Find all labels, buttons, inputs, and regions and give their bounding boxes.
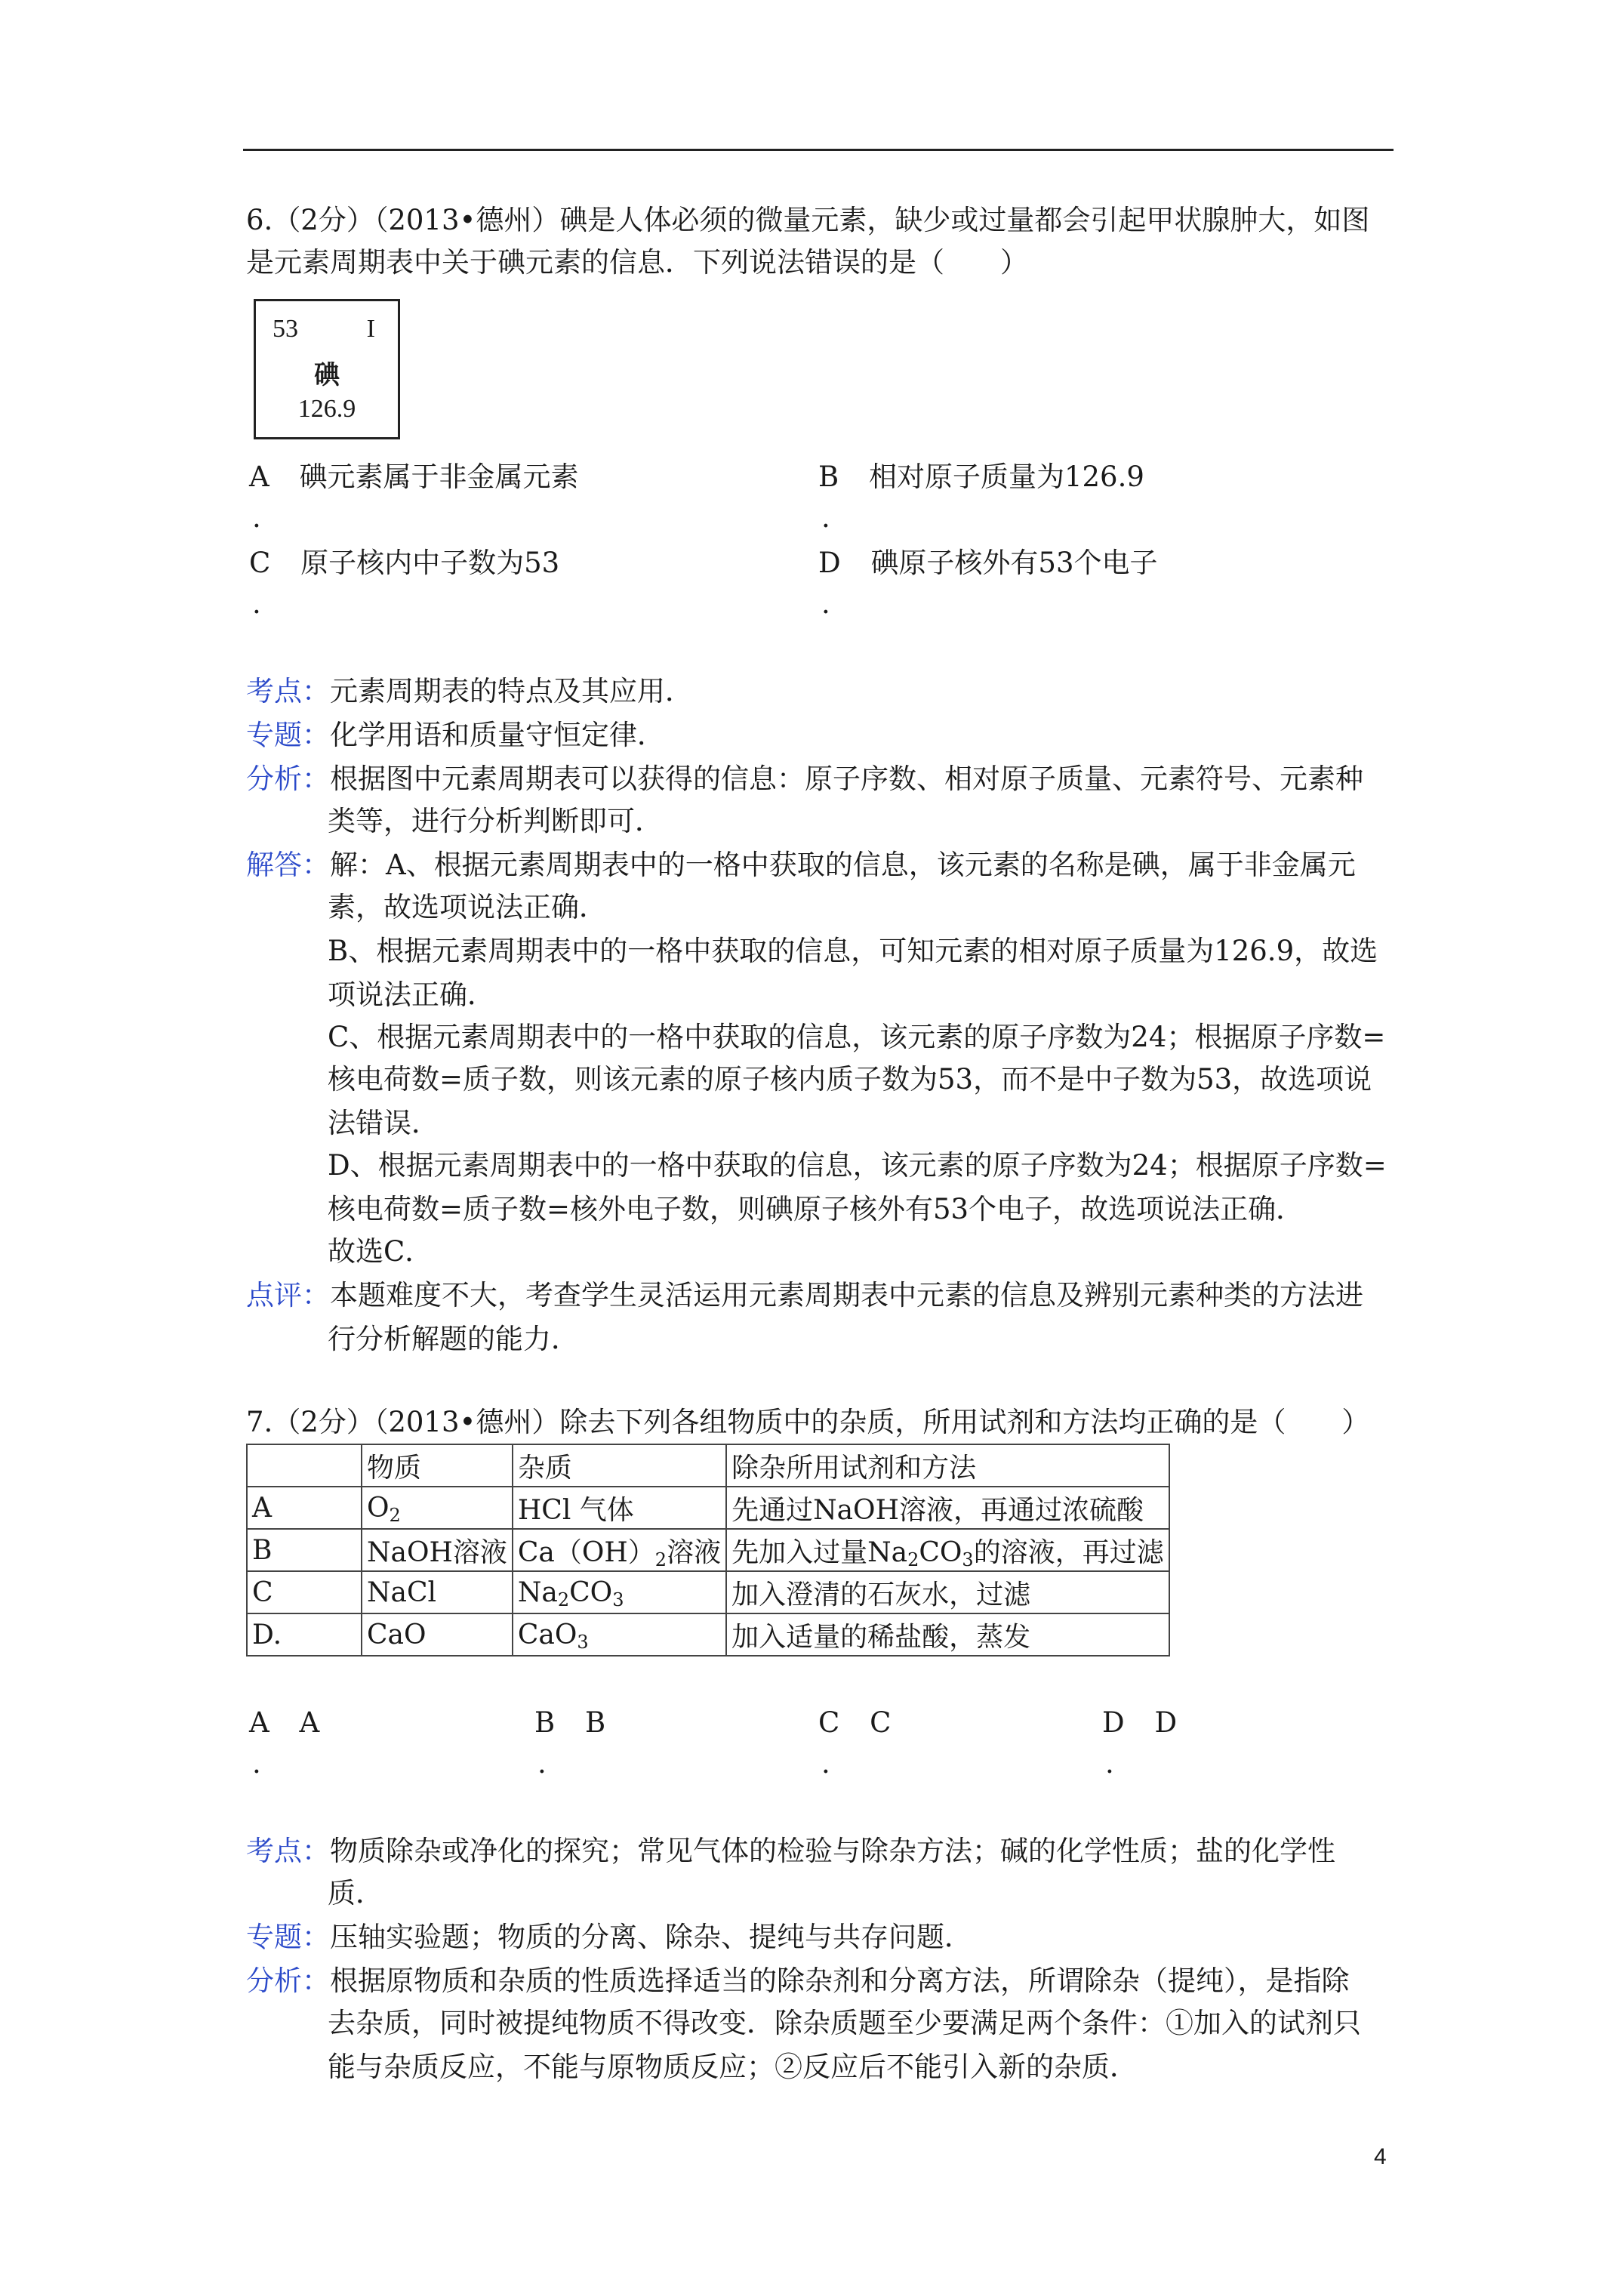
q6-fenxi-cont: 类等，进行分析判断即可． [328, 805, 663, 837]
q6-jieda [246, 844, 1356, 886]
option-dot: . [821, 501, 830, 534]
option-letter: D [1102, 1706, 1125, 1739]
page-number: 4 [1374, 2144, 1387, 2169]
impurity-cell: HCl 气体 [513, 1487, 726, 1529]
row-label: C [247, 1571, 362, 1613]
q7-zhuanti [246, 1916, 972, 1959]
option-text: D [1154, 1706, 1178, 1739]
q7-option-a [249, 1702, 319, 1744]
q6-fenxi [246, 758, 1363, 800]
table-header-row [247, 1444, 1169, 1487]
table-header-cell [247, 1444, 362, 1487]
substance-cell: CaO [362, 1613, 513, 1656]
q6-stem-line1: 6.（2分）（2013•德州）碘是人体必须的微量元素，缺少或过量都会引起甲状腺肿大，如图 [246, 204, 1370, 236]
header-rule [243, 149, 1394, 151]
option-letter: C [818, 1706, 840, 1739]
impurity-cell: $Na_2CO_3$ [513, 1571, 726, 1613]
fenxi-text: 根据图中元素周期表可以获得的信息：原子序数、相对原子质量、元素符号、元素种 [330, 763, 1363, 795]
option-text: A [299, 1706, 320, 1739]
q7-option-c [818, 1702, 891, 1744]
zhuanti-label: 专题： [246, 1921, 330, 1953]
fenxi-label: 分析： [246, 763, 330, 795]
method-cell: 加入澄清的石灰水，过滤 [726, 1571, 1169, 1613]
row-label: A [247, 1487, 362, 1529]
q6-kaodian [246, 670, 693, 713]
element-mass: 126.9 [297, 395, 356, 423]
substance-cell: NaCl [362, 1571, 513, 1613]
option-dot: . [821, 587, 830, 620]
option-text: 碘元素属于非金属元素 [299, 461, 579, 493]
zhuanti-label: 专题： [246, 719, 330, 751]
kaodian-label: 考点： [246, 1835, 330, 1867]
element-name: 碘 [314, 362, 340, 390]
option-dot: . [537, 1747, 547, 1780]
table-row [247, 1613, 1169, 1656]
row-label: D. [247, 1613, 362, 1656]
q6-stem-line2: 是元素周期表中关于碘元素的信息．下列说法错误的是（ ） [246, 246, 1028, 279]
option-text: C [870, 1706, 892, 1739]
table-row [247, 1529, 1169, 1571]
option-dot: . [252, 501, 261, 534]
method-cell: 加入适量的稀盐酸，蒸发 [726, 1613, 1169, 1656]
jieda-line: 解：A、根据元素周期表中的一格中获取的信息，该元素的名称是碘，属于非金属元 [330, 849, 1356, 881]
q6-dianping [246, 1274, 1363, 1317]
jieda-line: 法错误． [328, 1107, 439, 1139]
jieda-line: 核电荷数=质子数，则该元素的原子核内质子数为53，而不是中子数为53，故选项说 [328, 1063, 1372, 1096]
option-text: 原子核内中子数为53 [300, 547, 560, 579]
q6-dianping-cont: 行分析解题的能力． [328, 1323, 579, 1355]
substance-cell: NaOH溶液 [362, 1529, 513, 1571]
method-cell: 先加入过量$Na_2CO_3$的溶液，再过滤 [726, 1529, 1169, 1571]
option-dot: . [821, 1747, 830, 1780]
option-letter: A [249, 461, 269, 493]
q7-option-d [1102, 1702, 1177, 1744]
element-symbol: I [366, 315, 375, 343]
dianping-label: 点评： [246, 1279, 330, 1311]
row-label: B [247, 1529, 362, 1571]
option-dot: . [1105, 1747, 1114, 1780]
option-text: 相对原子质量为126.9 [868, 461, 1144, 493]
table-header-cell: 物质 [362, 1444, 513, 1487]
q7-option-b [534, 1702, 605, 1744]
q6-option-c [249, 542, 559, 584]
fenxi-label: 分析： [246, 1965, 330, 1997]
q7-kaodian-cont: 质． [328, 1877, 383, 1909]
option-dot: . [252, 1747, 261, 1780]
jieda-line: D、根据元素周期表中的一格中获取的信息，该元素的原子序数为24；根据原子序数= [328, 1149, 1387, 1182]
q7-stem: 7.（2分）（2013•德州）除去下列各组物质中的杂质，所用试剂和方法均正确的是（ ） [246, 1406, 1370, 1438]
jieda-line: 核电荷数=质子数=核外电子数，则碘原子核外有53个电子，故选项说法正确． [328, 1193, 1304, 1225]
jieda-line: C、根据元素周期表中的一格中获取的信息，该元素的原子序数为24；根据原子序数= [328, 1021, 1386, 1053]
option-text: 碘原子核外有53个电子 [870, 547, 1158, 579]
option-text: B [584, 1706, 606, 1739]
jieda-label: 解答： [246, 849, 330, 881]
table-row [247, 1571, 1169, 1613]
option-letter: C [249, 547, 271, 579]
fenxi-text: 根据原物质和杂质的性质选择适当的除杂剂和分离方法，所谓除杂（提纯），是指除 [330, 1965, 1350, 1997]
table-header-cell: 除杂所用试剂和方法 [726, 1444, 1169, 1487]
q7-kaodian [246, 1830, 1335, 1872]
q6-option-b [818, 456, 1144, 498]
zhuanti-text: 化学用语和质量守恒定律． [330, 719, 665, 751]
q6-option-d [818, 542, 1158, 584]
q6-zhuanti [246, 714, 665, 757]
kaodian-text: 物质除杂或净化的探究；常见气体的检验与除杂方法；碱的化学性质；盐的化学性 [330, 1835, 1335, 1867]
kaodian-label: 考点： [246, 675, 330, 707]
jieda-line: 素，故选项说法正确． [328, 891, 607, 923]
fenxi-line: 去杂质，同时被提纯物质不得改变．除杂质题至少要满足两个条件：①加入的试剂只 [328, 2007, 1361, 2039]
substance-cell: $O_2$ [362, 1487, 513, 1529]
q6-option-a [249, 456, 579, 498]
option-letter: B [534, 1706, 556, 1739]
dianping-text: 本题难度不大，考查学生灵活运用元素周期表中元素的信息及辨别元素种类的方法进 [330, 1279, 1363, 1311]
kaodian-text: 元素周期表的特点及其应用． [330, 675, 693, 707]
zhuanti-text: 压轴实验题；物质的分离、除杂、提纯与共存问题． [330, 1921, 972, 1953]
impurity-cell: $Ca(OH)_2$溶液 [513, 1529, 726, 1571]
element-number: 53 [273, 315, 298, 343]
jieda-line: 故选C． [328, 1235, 433, 1268]
element-card-iodine [254, 299, 400, 439]
option-letter: A [249, 1706, 269, 1739]
impurity-cell: CaO$_3$ [513, 1613, 726, 1656]
option-dot: . [252, 587, 261, 620]
jieda-line: B、根据元素周期表中的一格中获取的信息，可知元素的相对原子质量为126.9，故选 [328, 935, 1378, 967]
jieda-line: 项说法正确． [328, 978, 495, 1011]
option-letter: B [818, 461, 839, 493]
table-header-cell: 杂质 [513, 1444, 726, 1487]
q7-fenxi [246, 1960, 1350, 2002]
q7-table [246, 1444, 1170, 1657]
table-row [247, 1487, 1169, 1529]
fenxi-line: 能与杂质反应，不能与原物质反应；②反应后不能引入新的杂质． [328, 2051, 1138, 2083]
option-letter: D [818, 547, 841, 579]
method-cell: 先通过NaOH溶液，再通过浓硫酸 [726, 1487, 1169, 1529]
